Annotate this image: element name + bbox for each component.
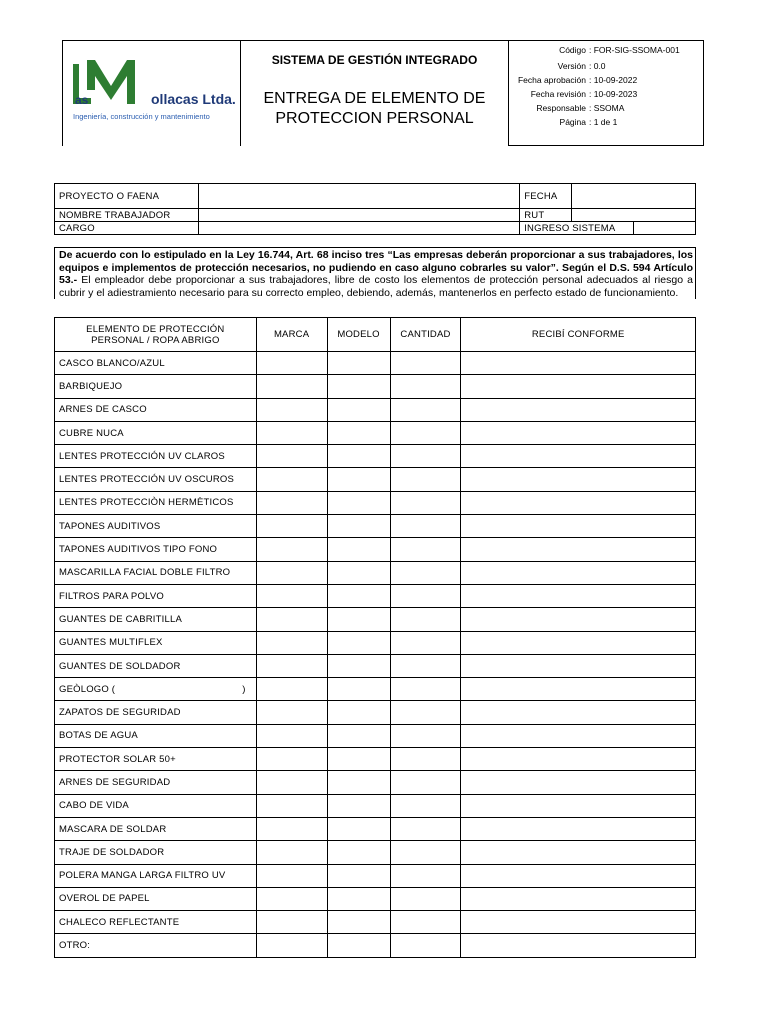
- item-label: CUBRE NUCA: [59, 427, 124, 439]
- cantidad-cell[interactable]: [390, 491, 461, 514]
- cantidad-cell[interactable]: [390, 654, 461, 677]
- modelo-cell[interactable]: [327, 491, 390, 514]
- info-key: Versión: [557, 61, 586, 71]
- table-row: [55, 887, 696, 910]
- info-value: : 0.0: [589, 61, 606, 71]
- fecha-field[interactable]: [572, 184, 696, 209]
- modelo-cell[interactable]: [327, 631, 390, 654]
- logo-tagline: Ingeniería, construcción y mantenimiento: [73, 112, 210, 121]
- modelo-cell[interactable]: [327, 584, 390, 607]
- project-info-table: [54, 183, 696, 235]
- item-label: CASCO BLANCO/AZUL: [59, 357, 165, 369]
- modelo-cell[interactable]: [327, 794, 390, 817]
- cantidad-cell[interactable]: [390, 911, 461, 934]
- cantidad-cell[interactable]: [390, 608, 461, 631]
- modelo-cell[interactable]: [327, 887, 390, 910]
- table-row: [55, 398, 696, 421]
- marca-cell[interactable]: [256, 491, 327, 514]
- info-value: : FOR-SIG-SSOMA-001: [589, 45, 680, 55]
- recibi-conforme-cell[interactable]: [461, 864, 696, 887]
- modelo-cell[interactable]: [327, 654, 390, 677]
- recibi-conforme-cell[interactable]: [461, 794, 696, 817]
- item-label: OTRO:: [59, 940, 91, 952]
- table-row: [55, 654, 696, 677]
- table-row: [55, 352, 696, 375]
- nombre-field[interactable]: [198, 209, 519, 222]
- cantidad-cell[interactable]: [390, 841, 461, 864]
- marca-cell[interactable]: [256, 794, 327, 817]
- item-label: TAPONES AUDITIVOS: [59, 520, 161, 532]
- system-title: SISTEMA DE GESTIÓN INTEGRADO: [271, 53, 478, 67]
- item-name: [55, 654, 257, 677]
- marca-cell[interactable]: [256, 841, 327, 864]
- modelo-cell[interactable]: [327, 538, 390, 561]
- modelo-cell[interactable]: [327, 375, 390, 398]
- item-label: ZAPATOS DE SEGURIDAD: [59, 707, 181, 719]
- cantidad-cell[interactable]: [390, 584, 461, 607]
- cantidad-cell[interactable]: [390, 468, 461, 491]
- info-key: Código: [559, 45, 586, 55]
- marca-cell[interactable]: [256, 748, 327, 771]
- modelo-cell[interactable]: [327, 445, 390, 468]
- marca-cell[interactable]: [256, 724, 327, 747]
- cantidad-cell[interactable]: [390, 631, 461, 654]
- table-row: [55, 748, 696, 771]
- cantidad-cell[interactable]: [390, 701, 461, 724]
- cantidad-cell[interactable]: [390, 538, 461, 561]
- legal-bold-text: De acuerdo con lo estipulado en la Ley 16.744, Art. 68 inciso tres “Las empresas deberán proporcionar a sus trabajadores, los equipos e implementos de protección necesarios, no pudiendo en caso alguno cobrarles su valor”. Según el D.S. 594 Artículo 53.-: [59, 249, 693, 286]
- cantidad-cell[interactable]: [390, 445, 461, 468]
- worker-row: [55, 209, 696, 222]
- table-row: [55, 445, 696, 468]
- item-name: [55, 608, 257, 631]
- recibi-conforme-cell[interactable]: [461, 771, 696, 794]
- item-name: [55, 701, 257, 724]
- cantidad-cell[interactable]: [390, 934, 461, 957]
- modelo-cell[interactable]: [327, 724, 390, 747]
- logo-las-text: as: [75, 93, 89, 107]
- item-label: MASCARILLA FACIAL DOBLE FILTRO: [59, 567, 231, 579]
- cantidad-cell[interactable]: [390, 398, 461, 421]
- modelo-cell[interactable]: [327, 398, 390, 421]
- table-row: [55, 375, 696, 398]
- table-row: [55, 864, 696, 887]
- item-name: [55, 491, 257, 514]
- rut-field[interactable]: [572, 209, 696, 222]
- item-label: ARNES DE SEGURIDAD: [59, 776, 171, 788]
- table-row: [55, 724, 696, 747]
- table-row: [55, 794, 696, 817]
- item-name: [55, 678, 257, 701]
- marca-cell[interactable]: [256, 654, 327, 677]
- table-row: [55, 538, 696, 561]
- document-title: [241, 89, 508, 129]
- item-label: TAPONES AUDITIVOS TIPO FONO: [59, 544, 218, 556]
- modelo-cell[interactable]: [327, 608, 390, 631]
- item-name: [55, 375, 257, 398]
- cargo-field[interactable]: [198, 222, 519, 235]
- table-row: [55, 491, 696, 514]
- rut-label: RUT: [520, 209, 572, 222]
- table-row: [55, 817, 696, 840]
- marca-cell[interactable]: [256, 445, 327, 468]
- cantidad-cell[interactable]: [390, 375, 461, 398]
- recibi-conforme-cell[interactable]: [461, 701, 696, 724]
- marca-cell[interactable]: [256, 398, 327, 421]
- fecha-label: FECHA: [520, 184, 572, 209]
- modelo-cell[interactable]: [327, 748, 390, 771]
- header-cantidad: CANTIDAD: [390, 318, 461, 352]
- proyecto-label: PROYECTO O FAENA: [55, 184, 199, 209]
- item-name: [55, 817, 257, 840]
- marca-cell[interactable]: [256, 421, 327, 444]
- recibi-conforme-cell[interactable]: [461, 352, 696, 375]
- recibi-conforme-cell[interactable]: [461, 911, 696, 934]
- modelo-cell[interactable]: [327, 771, 390, 794]
- marca-cell[interactable]: [256, 701, 327, 724]
- info-value: : 1 de 1: [589, 117, 618, 127]
- table-row: [55, 515, 696, 538]
- table-row: [55, 911, 696, 934]
- document-title-line1: ENTREGA DE ELEMENTO DE: [263, 90, 486, 107]
- modelo-cell[interactable]: [327, 841, 390, 864]
- marca-cell[interactable]: [256, 538, 327, 561]
- modelo-cell[interactable]: [327, 561, 390, 584]
- info-row-fecha-aprobacion: [509, 76, 703, 85]
- cargo-label: CARGO: [55, 222, 199, 235]
- marca-cell[interactable]: [256, 817, 327, 840]
- table-row: [55, 841, 696, 864]
- modelo-cell[interactable]: [327, 468, 390, 491]
- item-name: [55, 771, 257, 794]
- title-block: [240, 40, 508, 146]
- company-logo: [62, 40, 240, 146]
- item-label: CABO DE VIDA: [59, 800, 129, 812]
- marca-cell[interactable]: [256, 468, 327, 491]
- modelo-cell[interactable]: [327, 678, 390, 701]
- info-row-codigo: [509, 45, 703, 55]
- item-label: OVEROL DE PAPEL: [59, 893, 150, 905]
- info-key: Responsable: [536, 103, 586, 113]
- info-value: : 10-09-2022: [589, 75, 638, 85]
- table-row: [55, 631, 696, 654]
- table-row: [55, 584, 696, 607]
- header-elemento-line1: ELEMENTO DE PROTECCIÓN: [86, 323, 225, 335]
- item-label: LENTES PROTECCIÒN HERMÈTICOS: [59, 497, 234, 509]
- header-marca: MARCA: [256, 318, 327, 352]
- recibi-conforme-cell[interactable]: [461, 631, 696, 654]
- item-name: [55, 841, 257, 864]
- marca-cell[interactable]: [256, 584, 327, 607]
- ppe-items-body: [55, 352, 696, 958]
- item-label: LENTES PROTECCIÓN UV CLAROS: [59, 450, 225, 462]
- nombre-label: NOMBRE TRABAJADOR: [55, 209, 199, 222]
- cantidad-cell[interactable]: [390, 771, 461, 794]
- marca-cell[interactable]: [256, 911, 327, 934]
- cantidad-cell[interactable]: [390, 794, 461, 817]
- item-label: CHALECO REFLECTANTE: [59, 916, 180, 928]
- recibi-conforme-cell[interactable]: [461, 515, 696, 538]
- recibi-conforme-cell[interactable]: [461, 538, 696, 561]
- table-row: [55, 468, 696, 491]
- item-name: [55, 584, 257, 607]
- modelo-cell[interactable]: [327, 817, 390, 840]
- marca-cell[interactable]: [256, 631, 327, 654]
- logo-company-name: ollacas Ltda.: [151, 91, 236, 107]
- item-name: [55, 794, 257, 817]
- cargo-row: [55, 222, 696, 235]
- cantidad-cell[interactable]: [390, 724, 461, 747]
- info-row-pagina: [509, 117, 703, 127]
- item-name: [55, 887, 257, 910]
- item-label: BARBIQUEJO: [59, 380, 123, 392]
- header-modelo: MODELO: [327, 318, 390, 352]
- recibi-conforme-cell[interactable]: [461, 468, 696, 491]
- legal-normal-text: El empleador debe proporcionar a sus trabajadores, libre de costo los elementos de protección personal adecuados al riesgo a cubrir y el adiestramiento necesario para su correcto empleo, debiendo, además, mantenerlos en perfecto estado de funcionamiento.: [59, 274, 693, 299]
- cantidad-cell[interactable]: [390, 887, 461, 910]
- recibi-conforme-cell[interactable]: [461, 608, 696, 631]
- item-name: [55, 631, 257, 654]
- modelo-cell[interactable]: [327, 911, 390, 934]
- item-label: LENTES PROTECCIÓN UV OSCUROS: [59, 474, 235, 486]
- header-elemento: [55, 318, 257, 352]
- item-name: [55, 748, 257, 771]
- marca-cell[interactable]: [256, 864, 327, 887]
- recibi-conforme-cell[interactable]: [461, 445, 696, 468]
- item-label: BOTAS DE AGUA: [59, 730, 138, 742]
- table-row: [55, 771, 696, 794]
- item-label: FILTROS PARA POLVO: [59, 590, 164, 602]
- item-label: GUANTES DE SOLDADOR: [59, 660, 181, 672]
- info-key: Página: [559, 117, 586, 127]
- marca-cell[interactable]: [256, 771, 327, 794]
- recibi-conforme-cell[interactable]: [461, 748, 696, 771]
- header-elemento-line2: PERSONAL / ROPA ABRIGO: [91, 334, 220, 346]
- item-name: [55, 515, 257, 538]
- modelo-cell[interactable]: [327, 352, 390, 375]
- recibi-conforme-cell[interactable]: [461, 724, 696, 747]
- document-header: [62, 40, 704, 146]
- modelo-cell[interactable]: [327, 934, 390, 957]
- marca-cell[interactable]: [256, 352, 327, 375]
- cantidad-cell[interactable]: [390, 678, 461, 701]
- recibi-conforme-cell[interactable]: [461, 375, 696, 398]
- recibi-conforme-cell[interactable]: [461, 561, 696, 584]
- recibi-conforme-cell[interactable]: [461, 841, 696, 864]
- item-label: PROTECTOR SOLAR 50+: [59, 753, 176, 765]
- recibi-conforme-cell[interactable]: [461, 678, 696, 701]
- legal-notice: [54, 247, 696, 299]
- item-label: TRAJE DE SOLDADOR: [59, 846, 165, 858]
- item-name: [55, 724, 257, 747]
- ingreso-label: INGRESO SISTEMA: [520, 222, 634, 235]
- item-name: [55, 934, 257, 957]
- item-name: [55, 468, 257, 491]
- ppe-items-table: [54, 317, 696, 958]
- cantidad-cell[interactable]: [390, 352, 461, 375]
- cantidad-cell[interactable]: [390, 515, 461, 538]
- item-label: GEÒLOGO (: [59, 683, 116, 695]
- modelo-cell[interactable]: [327, 701, 390, 724]
- marca-cell[interactable]: [256, 608, 327, 631]
- item-name: [55, 445, 257, 468]
- recibi-conforme-cell[interactable]: [461, 817, 696, 840]
- marca-cell[interactable]: [256, 678, 327, 701]
- info-key: Fecha aprobación: [517, 75, 586, 85]
- table-row: [55, 701, 696, 724]
- ingreso-field[interactable]: [634, 222, 696, 235]
- proyecto-field[interactable]: [198, 184, 519, 209]
- cantidad-cell[interactable]: [390, 421, 461, 444]
- item-name: [55, 398, 257, 421]
- recibi-conforme-cell[interactable]: [461, 491, 696, 514]
- table-header-row: [55, 318, 696, 352]
- info-value: : SSOMA: [589, 103, 625, 113]
- cantidad-cell[interactable]: [390, 817, 461, 840]
- recibi-conforme-cell[interactable]: [461, 584, 696, 607]
- recibi-conforme-cell[interactable]: [461, 654, 696, 677]
- marca-cell[interactable]: [256, 375, 327, 398]
- item-name: [55, 538, 257, 561]
- document-info-block: [508, 40, 704, 146]
- item-label: POLERA MANGA LARGA FILTRO UV: [59, 870, 226, 882]
- recibi-conforme-cell[interactable]: [461, 887, 696, 910]
- cantidad-cell[interactable]: [390, 864, 461, 887]
- item-name: [55, 561, 257, 584]
- table-row: [55, 561, 696, 584]
- cantidad-cell[interactable]: [390, 561, 461, 584]
- info-row-responsable: [509, 103, 703, 113]
- header-recibi-conforme: RECIBÍ CONFORME: [461, 318, 696, 352]
- marca-cell[interactable]: [256, 934, 327, 957]
- recibi-conforme-cell[interactable]: [461, 421, 696, 444]
- table-row: [55, 421, 696, 444]
- item-label: GUANTES MULTIFLEX: [59, 637, 163, 649]
- item-name: [55, 911, 257, 934]
- info-row-fecha-revision: [509, 89, 703, 99]
- cantidad-cell[interactable]: [390, 748, 461, 771]
- recibi-conforme-cell[interactable]: [461, 398, 696, 421]
- item-name: [55, 864, 257, 887]
- item-name: [55, 352, 257, 375]
- modelo-cell[interactable]: [327, 515, 390, 538]
- item-label: MASCARA DE SOLDAR: [59, 823, 167, 835]
- info-value: : 10-09-2023: [589, 89, 638, 99]
- item-label: GUANTES DE CABRITILLA: [59, 613, 182, 625]
- marca-cell[interactable]: [256, 515, 327, 538]
- marca-cell[interactable]: [256, 561, 327, 584]
- info-row-version: [509, 61, 703, 71]
- item-name: [55, 421, 257, 444]
- project-row: [55, 184, 696, 209]
- item-label-close-paren: ): [242, 683, 246, 695]
- recibi-conforme-cell[interactable]: [461, 934, 696, 957]
- table-row: [55, 608, 696, 631]
- info-key: Fecha revisión: [530, 89, 586, 99]
- table-row: [55, 934, 696, 957]
- marca-cell[interactable]: [256, 887, 327, 910]
- item-label: ARNES DE CASCO: [59, 404, 147, 416]
- modelo-cell[interactable]: [327, 421, 390, 444]
- table-row: [55, 678, 696, 701]
- document-title-line2: PROTECCION PERSONAL: [275, 110, 474, 127]
- modelo-cell[interactable]: [327, 864, 390, 887]
